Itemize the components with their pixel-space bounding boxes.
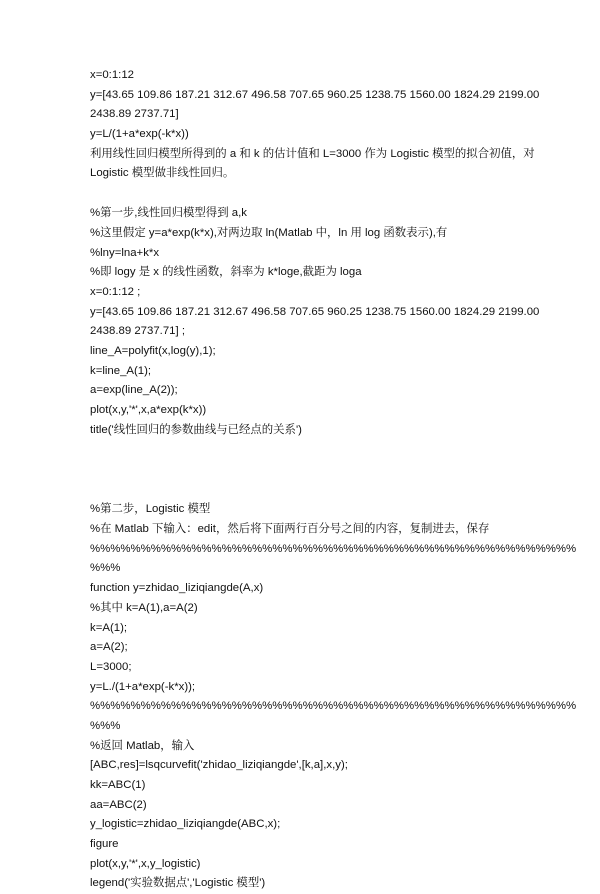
code-line: plot(x,y,'*',x,a*exp(k*x)) <box>90 404 207 416</box>
code-line: y=[43.65 109.86 187.21 312.67 496.58 707.65 960.25 1238.75 1560.00 1824.29 2199.00 <box>90 88 540 101</box>
code-line: title('线性回归的参数曲线与已经点的关系') <box>90 423 302 436</box>
comment-line: %返回 Matlab，输入 <box>90 739 195 752</box>
code-line: 2438.89 2737.71] <box>90 108 179 121</box>
comment-line: %lny=lna+k*x <box>90 246 160 259</box>
code-line: y_logistic=zhidao_liziqiangde(ABC,x); <box>90 818 281 831</box>
separator-line: %%%%%%%%%%%%%%%%%%%%%%%%%%%%%%%%%%%%%%%%%%%%%%%% <box>90 700 577 713</box>
code-line: line_A=polyfit(x,log(y),1); <box>90 344 216 357</box>
separator-line: %%% <box>90 719 121 732</box>
comment-line: %即 logy 是 x 的线性函数，斜率为 k*loge,截距为 loga <box>90 266 362 279</box>
document-body <box>90 66 577 894</box>
code-line: y=[43.65 109.86 187.21 312.67 496.58 707.65 960.25 1238.75 1560.00 1824.29 2199.00 <box>90 305 540 318</box>
code-line: 2438.89 2737.71] ; <box>90 325 186 338</box>
comment-line: %在 Matlab 下输入：edit，然后将下面两行百分号之间的内容，复制进去，保存 <box>90 523 490 536</box>
separator-line: %%%%%%%%%%%%%%%%%%%%%%%%%%%%%%%%%%%%%%%%%%%%%%%% <box>90 542 577 555</box>
code-line: legend('实验数据点','Logistic 模型') <box>90 877 266 890</box>
comment-line: %这里假定 y=a*exp(k*x),对两边取 ln(Matlab 中，ln 用 log 函数表示),有 <box>90 226 448 239</box>
section-step-one <box>90 204 540 440</box>
comment-line: %其中 k=A(1),a=A(2) <box>90 601 198 614</box>
code-line: aa=ABC(2) <box>90 798 147 811</box>
code-line: function y=zhidao_liziqiangde(A,x) <box>90 582 264 595</box>
separator-line: %%% <box>90 562 121 575</box>
code-line: [ABC,res]=lsqcurvefit('zhidao_liziqiangde',[k,a],x,y); <box>90 759 348 772</box>
code-line: L=3000; <box>90 660 132 673</box>
section-model-intro <box>90 66 540 184</box>
text-line: Logistic 模型做非线性回归。 <box>90 167 235 180</box>
code-line: y=L./(1+a*exp(-k*x)); <box>90 680 196 693</box>
code-line: kk=ABC(1) <box>90 779 146 791</box>
code-line: x=0:1:12 ; <box>90 285 141 298</box>
section-step-two <box>90 500 577 894</box>
code-line: figure <box>90 838 119 851</box>
code-line: a=A(2); <box>90 641 128 654</box>
code-line: k=A(1); <box>90 621 128 634</box>
comment-line: %第一步,线性回归模型得到 a,k <box>90 207 247 220</box>
code-line: y=L/(1+a*exp(-k*x)) <box>90 128 189 141</box>
spacer <box>90 440 520 500</box>
code-line: a=exp(line_A(2)); <box>90 384 178 397</box>
text-line: 利用线性回归模型所得到的 a 和 k 的估计值和 L=3000 作为 Logistic 模型的拟合初值，对 <box>90 147 535 160</box>
spacer <box>90 184 520 204</box>
code-line: x=0:1:12 <box>90 69 135 81</box>
code-line: k=line_A(1); <box>90 364 152 377</box>
code-line: plot(x,y,'*',x,y_logistic) <box>90 857 201 870</box>
comment-line: %第二步，Logistic 模型 <box>90 503 211 516</box>
